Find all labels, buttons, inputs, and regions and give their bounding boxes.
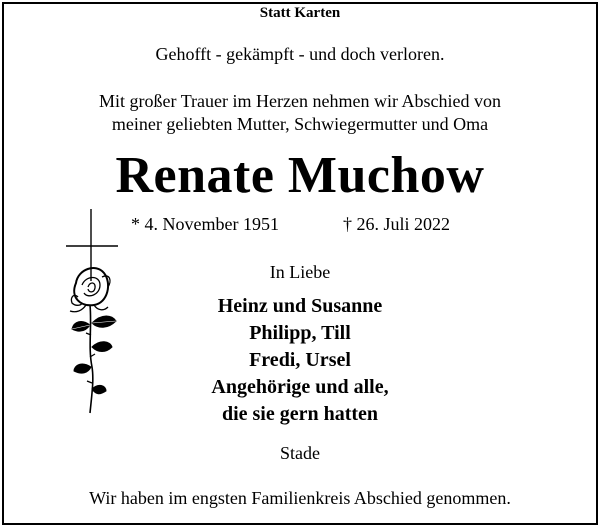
- birth-date: * 4. November 1951: [131, 214, 279, 234]
- mourners-list: [0, 293, 600, 428]
- mourner-line: Philipp, Till: [249, 322, 351, 344]
- in-love-text: In Liebe: [269, 262, 331, 282]
- mourner-line: die sie gern hatten: [221, 403, 379, 425]
- place-text: Stade: [280, 443, 320, 463]
- notice-header: Statt Karten: [259, 5, 341, 21]
- mourner-line: Heinz und Susanne: [217, 295, 383, 317]
- intro-text-line-1: Mit großer Trauer im Herzen nehmen wir Abschied von: [99, 91, 501, 111]
- motto-text: Gehofft - gekämpft - und doch verloren.: [155, 44, 445, 64]
- death-date: † 26. Juli 2022: [343, 214, 451, 234]
- deceased-name: Renate Muchow: [115, 147, 485, 204]
- mourner-line: Fredi, Ursel: [249, 349, 351, 371]
- intro-text-line-2: meiner geliebten Mutter, Schwiegermutter und Oma: [111, 114, 489, 134]
- closing-text: Wir haben im engsten Familienkreis Abschied genommen.: [89, 488, 511, 508]
- mourner-line: Angehörige und alle,: [211, 376, 389, 398]
